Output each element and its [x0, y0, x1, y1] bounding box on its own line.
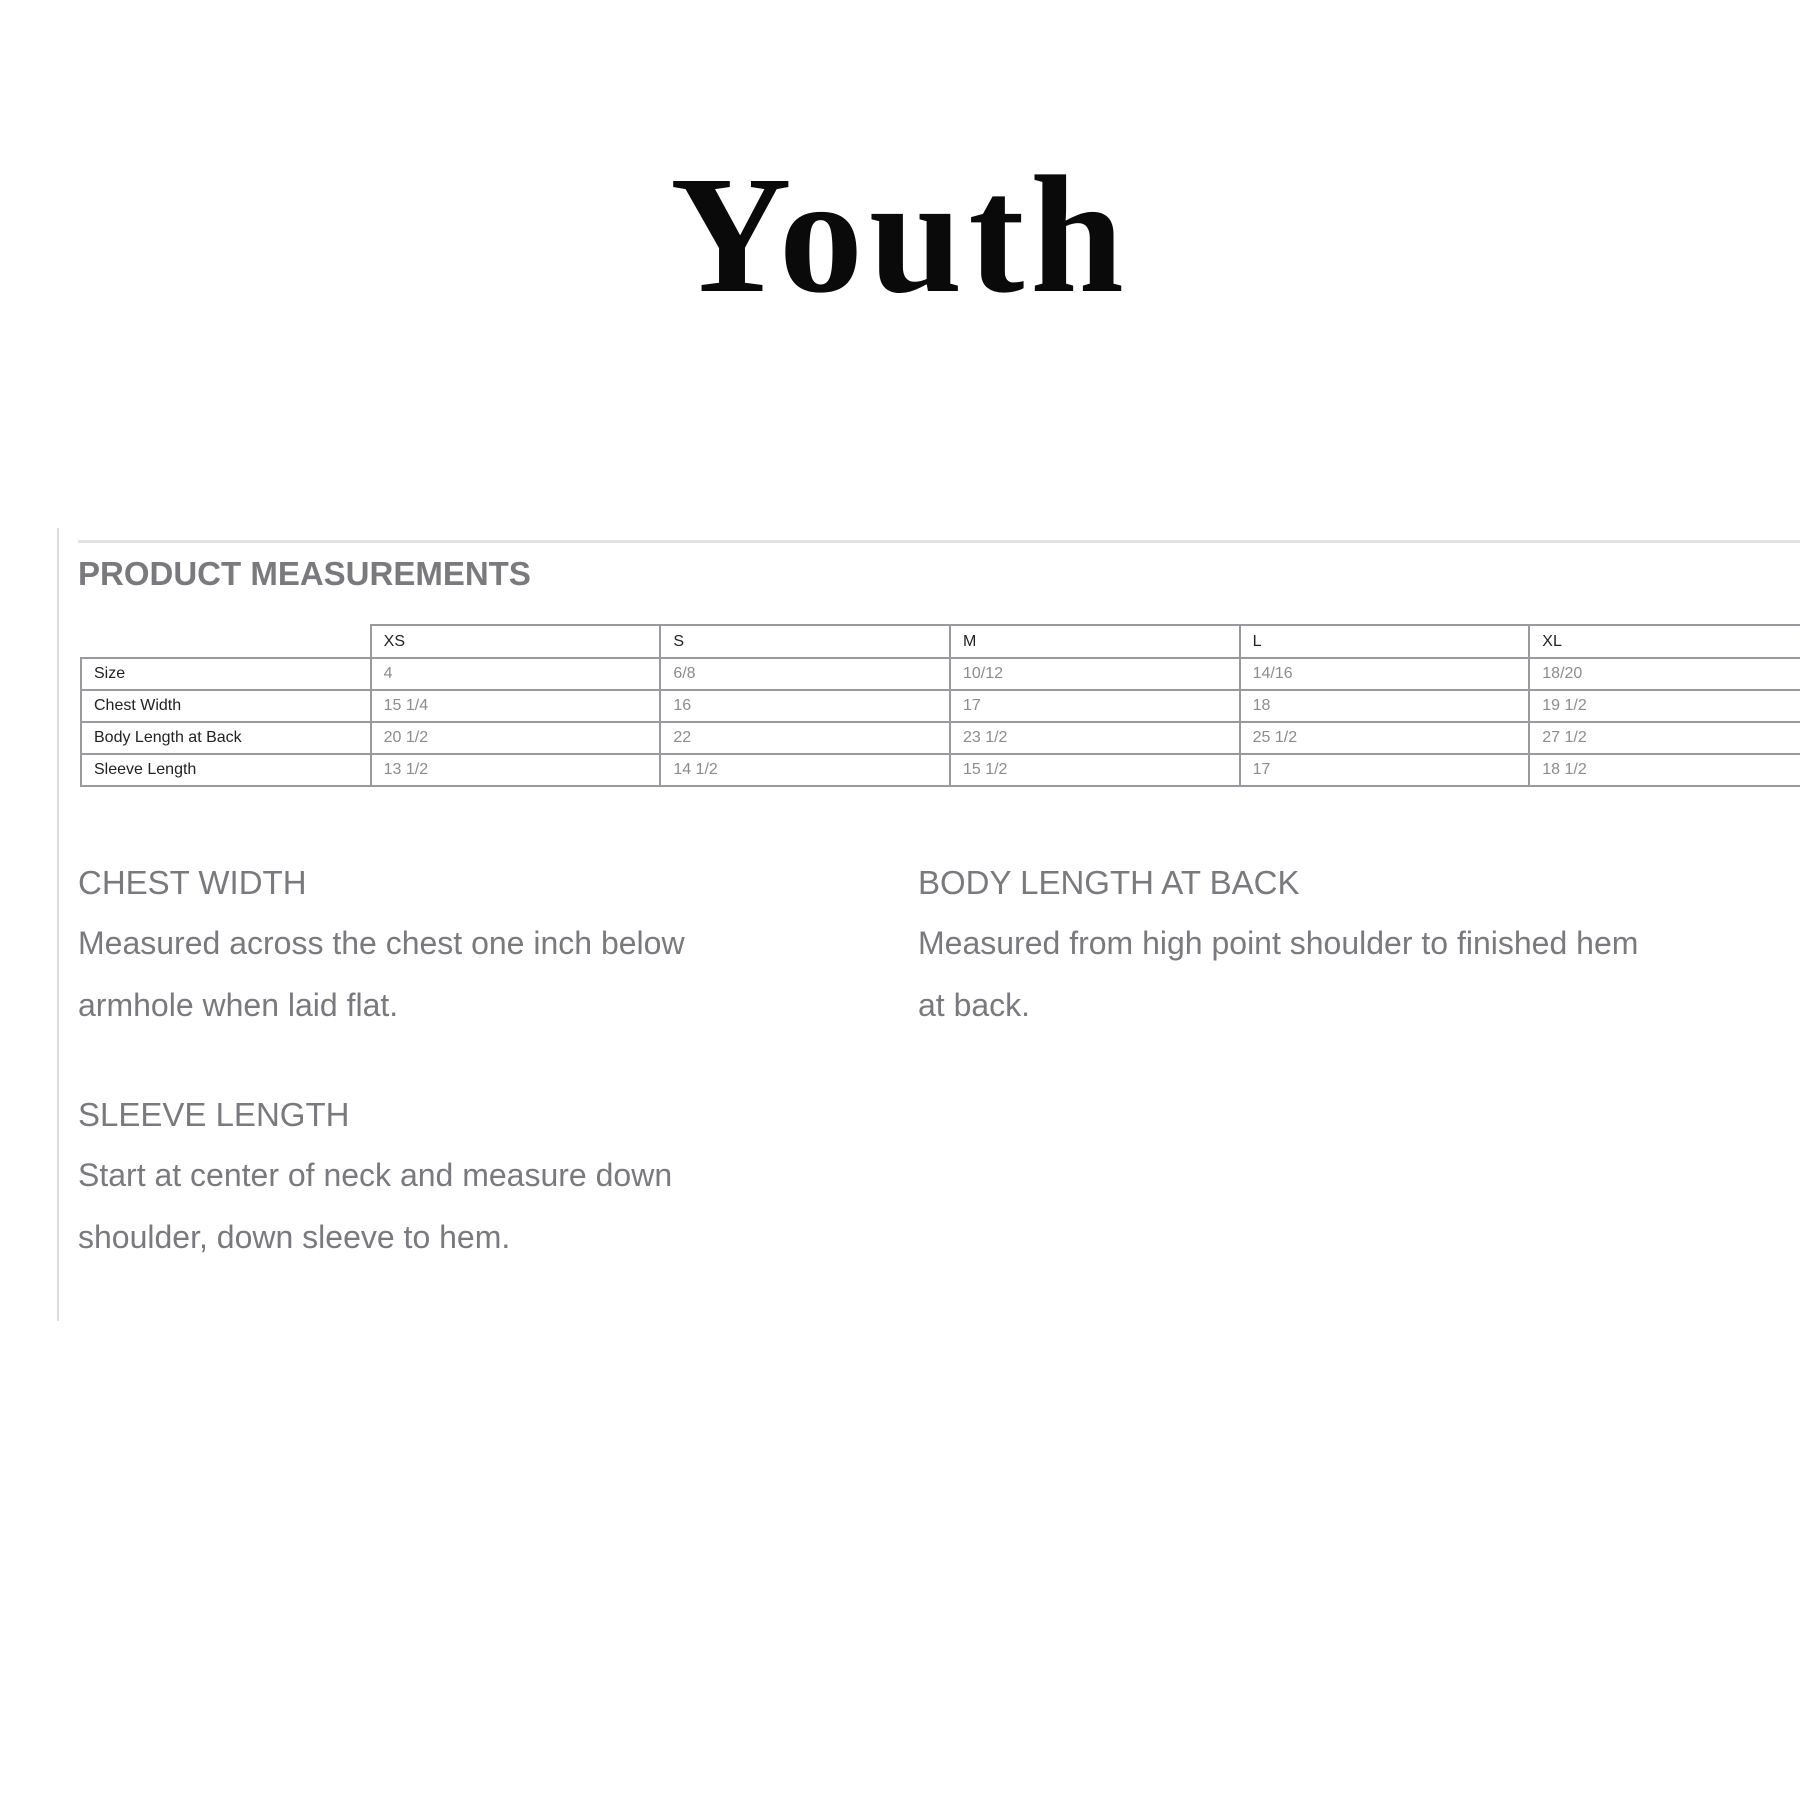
section-heading: PRODUCT MEASUREMENTS: [78, 555, 531, 592]
table-cell: 10/12: [950, 658, 1240, 690]
row-label-body-length: Body Length at Back: [81, 722, 371, 754]
table-row: [81, 690, 1800, 722]
table-row: [81, 722, 1800, 754]
table-cell: 25 1/2: [1240, 722, 1530, 754]
chest-width-line-1: Measured across the chest one inch below: [78, 925, 685, 961]
table-cell: 14 1/2: [660, 754, 950, 786]
table-cell: 27 1/2: [1529, 722, 1800, 754]
column-header-s: S: [660, 625, 950, 658]
row-label-size: Size: [81, 658, 371, 690]
column-header-l: L: [1240, 625, 1530, 658]
table-row: [81, 658, 1800, 690]
table-cell: 20 1/2: [371, 722, 661, 754]
column-header-m: M: [950, 625, 1240, 658]
table-cell: 14/16: [1240, 658, 1530, 690]
panel-top-divider: [78, 540, 1800, 543]
sleeve-length-line-1: Start at center of neck and measure down: [78, 1157, 673, 1193]
table-cell: 13 1/2: [371, 754, 661, 786]
chest-width-heading: CHEST WIDTH: [78, 864, 307, 901]
table-cell: 6/8: [660, 658, 950, 690]
page-title: Youth: [670, 142, 1130, 328]
table-corner-cell: [81, 625, 371, 658]
body-length-line-2: at back.: [918, 987, 1031, 1023]
sleeve-length-heading: SLEEVE LENGTH: [78, 1096, 350, 1133]
table-cell: 4: [371, 658, 661, 690]
row-label-chest-width: Chest Width: [81, 690, 371, 722]
table-header-row: [81, 625, 1800, 658]
table-cell: 19 1/2: [1529, 690, 1800, 722]
column-header-xs: XS: [371, 625, 661, 658]
row-label-sleeve-length: Sleeve Length: [81, 754, 371, 786]
sleeve-length-line-2: shoulder, down sleeve to hem.: [78, 1219, 511, 1255]
panel-left-divider: [57, 528, 59, 1321]
table-cell: 15 1/2: [950, 754, 1240, 786]
table-cell: 16: [660, 690, 950, 722]
table-cell: 22: [660, 722, 950, 754]
table-cell: 17: [1240, 754, 1530, 786]
table-cell: 23 1/2: [950, 722, 1240, 754]
table-cell: 15 1/4: [371, 690, 661, 722]
body-length-heading: BODY LENGTH AT BACK: [918, 864, 1300, 901]
chest-width-line-2: armhole when laid flat.: [78, 987, 399, 1023]
body-length-line-1: Measured from high point shoulder to finished hem: [918, 925, 1639, 961]
table-cell: 18/20: [1529, 658, 1800, 690]
measurements-table: [80, 624, 1800, 787]
table-row: [81, 754, 1800, 786]
column-header-xl: XL: [1529, 625, 1800, 658]
table-cell: 18 1/2: [1529, 754, 1800, 786]
table-cell: 17: [950, 690, 1240, 722]
table-cell: 18: [1240, 690, 1530, 722]
